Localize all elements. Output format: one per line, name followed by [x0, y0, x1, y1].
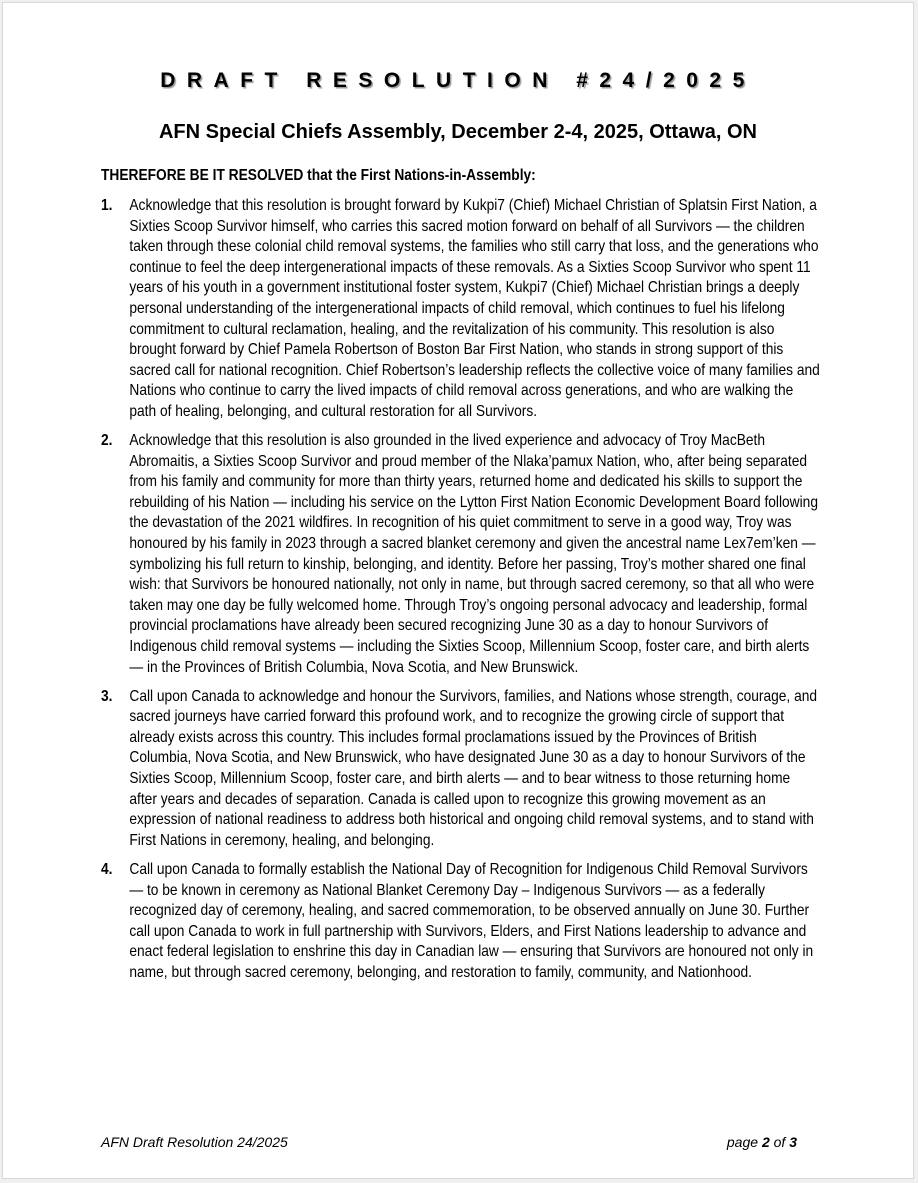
assembly-subtitle: AFN Special Chiefs Assembly, December 2-4, 2025, Ottawa, ON: [158, 121, 757, 143]
resolution-item-2: [101, 431, 820, 678]
footer-document-name: AFN Draft Resolution 24/2025: [101, 1134, 288, 1150]
item-number: 2.: [101, 432, 113, 450]
resolution-item-3: [101, 687, 820, 852]
item-number: 4.: [101, 860, 113, 878]
resolution-title: DRAFT RESOLUTION #24/2025: [160, 69, 756, 92]
resolution-item-4: [101, 860, 820, 984]
page-total: 3: [789, 1134, 797, 1150]
resolution-list: [101, 196, 820, 992]
item-text: Call upon Canada to acknowledge and honour the Survivors, families, and Nations whose strength, courage, and sacred journeys have carried forward this profound work, and to recognize the growing circle of support that already exists across this country. This includes formal proclamations issued by the Provinces of British Columbia, Nova Scotia, and New Brunswick, who have designated June 30 as a day to honour Survivors of the Sixties Scoop, Millennium Scoop, foster care, and birth alerts — and to bear witness to those returning home after years and decades of separation. Canada is called upon to recognize this growing movement as an expression of national readiness to address both historical and ongoing child removal systems, and to stand with First Nations in ceremony, healing, and belonging.: [129, 687, 818, 849]
page-of: of: [773, 1134, 786, 1150]
page-prefix: page: [726, 1134, 759, 1150]
document-page: [2, 2, 914, 1179]
item-number: 1.: [101, 197, 113, 214]
resolution-item-1: [101, 196, 820, 423]
resolved-intro: THEREFORE BE IT RESOLVED that the First Nations-in-Assembly:: [101, 167, 536, 184]
item-number: 3.: [101, 687, 113, 705]
item-text: Acknowledge that this resolution is also grounded in the lived experience and advocacy of Troy MacBeth Abromaitis, a Sixties Scoop Survivor and proud member of the Nlaka’pamux Nation, who, after being separated from his family and community for more than thirty years, returned home and dedicated his skills to support the rebuilding of his Nation — including his service on the Lytton First Nation Economic Development Board following the devastation of the 2021 wildfires. In recognition of his quiet commitment to serve in a good way, Troy was honoured by his family in 2023 through a sacred blanket ceremony and given the ancestral name Lex7em’ken — symbolizing his full return to kinship, belonging, and identity. Before her passing, Troy’s mother shared one final wish: that Survivors be honoured nationally, not only in name, but through sacred ceremony, so that all who were taken may one day be fully welcomed home. Through Troy’s ongoing personal advocacy and leadership, formal provincial proclamations have already been secured recognizing June 30 as a day to honour Survivors of Indigenous child removal systems — including the Sixties Scoop, Millennium Scoop, foster care, and birth alerts — in the Provinces of British Columbia, Nova Scotia, and New Brunswick.: [129, 432, 818, 676]
item-text: Acknowledge that this resolution is brought forward by Kukpi7 (Chief) Michael Christian of Splatsin First Nation, a Sixties Scoop Survivor himself, who carries this sacred motion forward on behalf of all Survivors — the children taken through these colonial child removal systems, the families who still carry that loss, and the generations who continue to feel the deep intergenerational impacts of these removals. As a Sixties Scoop Survivor who spent 11 years of his youth in a government institutional foster system, Kukpi7 (Chief) Michael Christian brings a deeply personal understanding of the intergenerational impacts of child removal, which continues to fuel his lifelong commitment to cultural reclamation, healing, and the revitalization of his community. This resolution is also brought forward by Chief Pamela Robertson of Boston Bar First Nation, who stands in strong support of this sacred call for national recognition. Chief Robertson’s leadership reflects the collective voice of many families and Nations who continue to carry the lived impacts of child removal across generations, and who are walking the path of healing, belonging, and cultural restoration for all Survivors.: [129, 197, 820, 420]
footer-page-number: [727, 1134, 797, 1150]
page-current: 2: [761, 1134, 770, 1150]
item-text: Call upon Canada to formally establish the National Day of Recognition for Indigenous Child Removal Survivors — to be known in ceremony as National Blanket Ceremony Day – Indigenous Survivors — as a federally recognized day of ceremony, healing, and sacred commemoration, to be observed annually on June 30. Further call upon Canada to work in full partnership with Survivors, Elders, and First Nations leadership to advance and enact federal legislation to enshrine this day in Canadian law — ensuring that Survivors are honoured not only in name, but through sacred ceremony, belonging, and restoration to family, community, and Nationhood.: [129, 860, 814, 981]
